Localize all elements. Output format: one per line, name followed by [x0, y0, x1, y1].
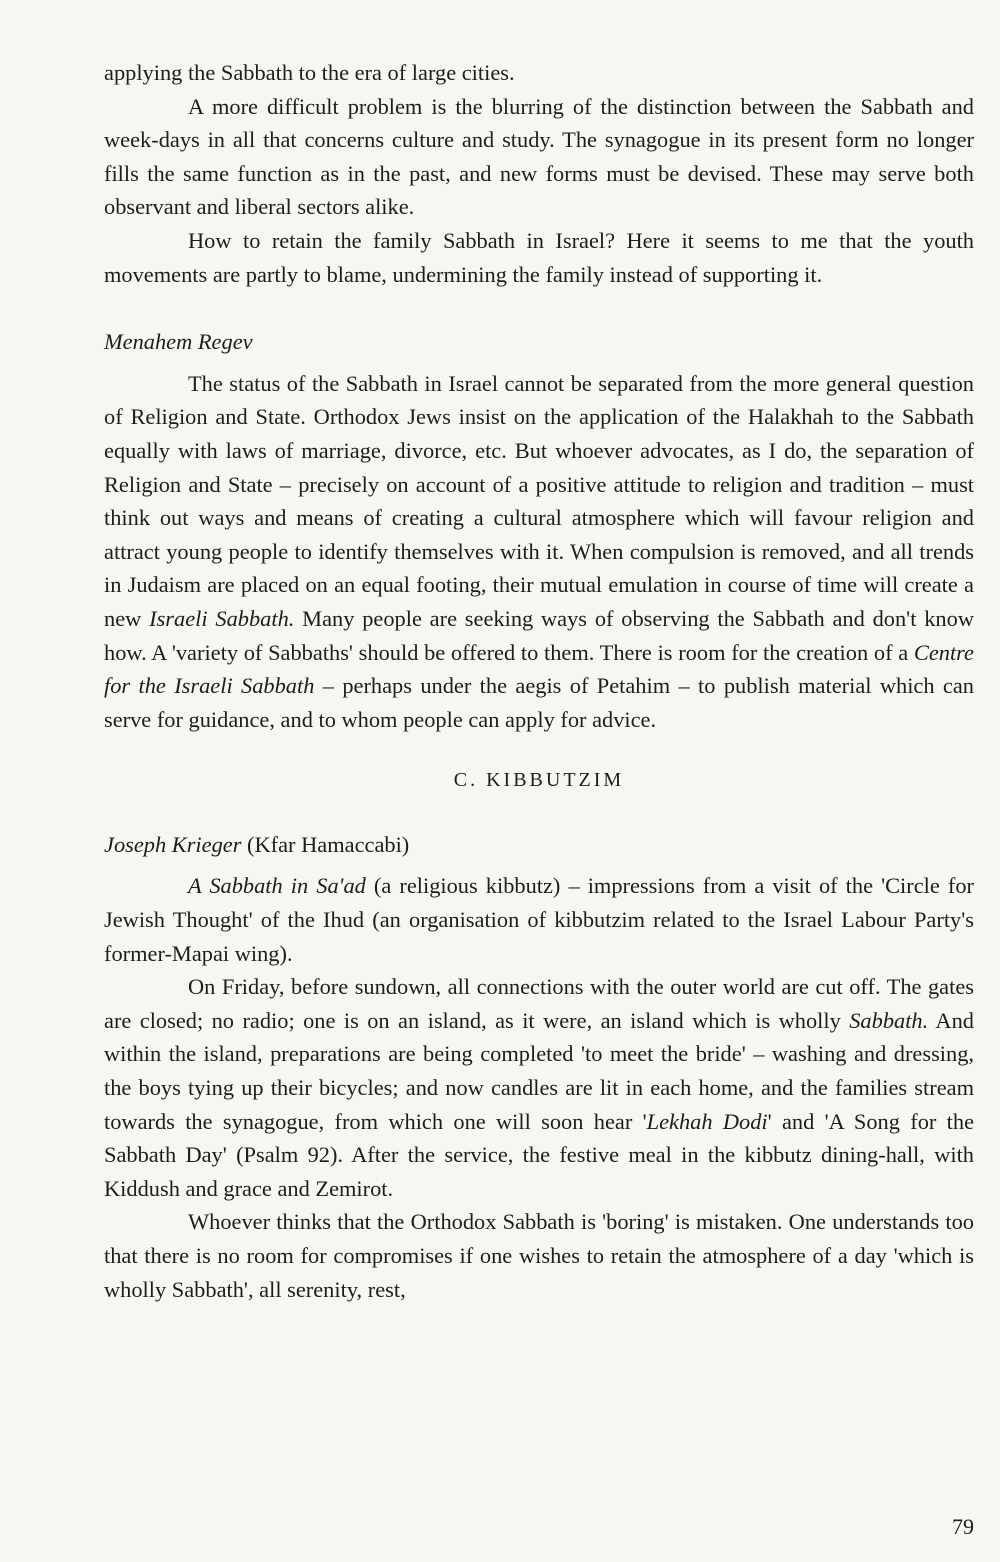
paragraph-regev [104, 367, 974, 737]
spacer [104, 291, 974, 325]
paragraph-culture-and-study: A more difficult problem is the blurring of the distinction between the Sabbath and week-days in all that concerns culture and study. The synagogue in its present form no longer fills the same function as in the past, and new forms must be devised. These may serve both observant and liberal sectors alike. [104, 93, 974, 220]
speaker-name-regev: Menahem Regev [104, 329, 253, 355]
speaker-name-krieger [104, 828, 974, 862]
krieger-em-title: A Sabbath in Sa'ad [188, 873, 366, 899]
regev-text-3: – perhaps under the aegis of Petahim – to publish material which can serve for guidance, and to whom people can apply for advice. [104, 673, 974, 732]
krieger-p2-text-1: On Friday, before sundown, all connections with the outer world are cut off. The gates are closed; no radio; one is on an island, as it were, an island which is wholly [104, 974, 974, 1033]
spacer [104, 798, 974, 828]
paragraph-orthodox-sabbath: Whoever thinks that the Orthodox Sabbath is 'boring' is mistaken. One understands too that there is no room for compromises if one wishes to retain the atmosphere of a day 'which is wholly Sabbath', all serenity, rest, [104, 1209, 974, 1302]
paragraph-continuation: applying the Sabbath to the era of large cities. [104, 60, 515, 85]
krieger-p2-em-sabbath: Sabbath. [849, 1007, 929, 1033]
spacer [104, 861, 974, 869]
paragraph-friday [104, 970, 974, 1205]
document-page [104, 56, 974, 1306]
section-heading: C. KIBBUTZIM [453, 769, 625, 792]
regev-text-1: The status of the Sabbath in Israel cannot be separated from the more general question of Religion and State. Orthodox Jews insist on the application of the Halakhah to the Sabbath equally with laws of marriage, divorce, etc. But whoever advocates, as I do, the separation of Religion and State – precisely on account of a positive attitude to religion and tradition – must think out ways and means of creating a cultural atmosphere which will favour religion and attract young people to identify themselves with it. When compulsion is removed, and all trends in Judaism are placed on an equal footing, their mutual emulation in course of time will create a new [104, 370, 974, 631]
regev-em-centre: Centre for the Israeli Sabbath [104, 639, 974, 699]
spacer [104, 359, 974, 367]
paragraph-family-sabbath: How to retain the family Sabbath in Israel? Here it seems to me that the youth movements are partly to blame, undermining the family instead of supporting it. [104, 227, 974, 287]
page-number: 79 [952, 1514, 974, 1539]
krieger-p2-text-3: ' and 'A Song for the Sabbath Day' (Psalm 92). After the service, the festive meal in the kibbutz dining-hall, with Kiddush and grace and Zemirot. [104, 1108, 975, 1201]
speaker-krieger-name: Joseph Krieger [104, 831, 242, 857]
speaker-krieger-place: (Kfar Hamaccabi) [241, 831, 410, 857]
regev-text-2: Many people are seeking ways of observing the Sabbath and don't know how. A 'variety of Sabbaths' should be offered to them. There is room for the creation of a [104, 605, 974, 665]
paragraph-sabbath-in-saad [104, 869, 974, 970]
krieger-p2-text-2: And within the island, preparations are being completed 'to meet the bride' – washing and dressing, the boys tying up their bicycles; and now candles are lit in each home, and the families stream towards the synagogue, from which one will soon hear ' [104, 1007, 974, 1134]
krieger-p2-em-lekhah-dodi: Lekhah Dodi [646, 1108, 768, 1134]
spacer [104, 736, 974, 764]
krieger-p1-text: (a religious kibbutz) – impressions from a visit of the 'Circle for Jewish Thought' of the Ihud (an organisation of kibbutzim related to the Israel Labour Party's former-Mapai wing). [104, 873, 974, 966]
regev-em-israeli-sabbath: Israeli Sabbath. [149, 605, 295, 631]
